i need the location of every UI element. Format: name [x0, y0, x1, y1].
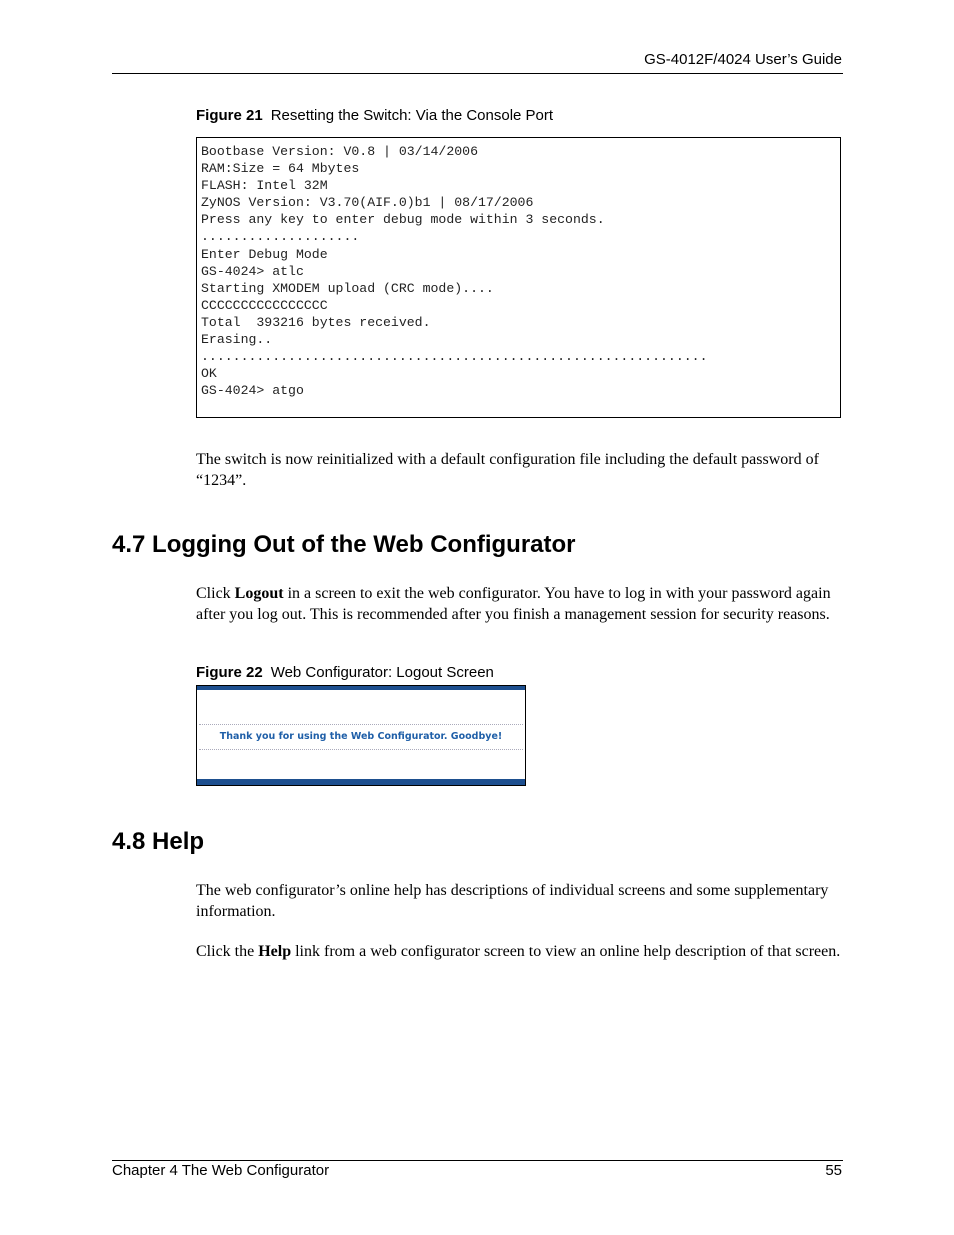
console-line: .................... [201, 229, 360, 245]
header-rule [112, 73, 843, 74]
console-line: RAM:Size = 64 Mbytes [201, 161, 360, 177]
console-line: Press any key to enter debug mode within 3 seconds. [201, 212, 605, 228]
section-4-7-heading: 4.7 Logging Out of the Web Configurator [112, 531, 576, 558]
console-line: ZyNOS Version: V3.70(AIF.0)b1 | 08/17/2006 [201, 195, 534, 211]
help-paragraph-2 [196, 942, 842, 963]
figure-22-label: Figure 22 [196, 664, 263, 681]
figure-21-title: Resetting the Switch: Via the Console Port [270, 107, 554, 124]
figure-22-caption [196, 664, 494, 681]
logout-para-prefix: Click [196, 585, 235, 602]
console-line: Total 393216 bytes received. [201, 314, 431, 330]
console-line: GS-4024> atgo [201, 383, 304, 399]
goodbye-message: Thank you for using the Web Configurator. Goodbye! [219, 731, 503, 742]
help-para-prefix: Click the [196, 943, 259, 960]
console-line: Enter Debug Mode [201, 246, 328, 262]
console-output-box [196, 137, 841, 418]
logout-para-suffix: in a screen to exit the web configurator. You have to log in with your password again after you log out. This is recommended after you finish a management session for security reasons. [196, 585, 831, 623]
help-paragraph-1: The web configurator’s online help has descriptions of individual screens and some supplementary information. [196, 882, 829, 920]
section-4-8-heading: 4.8 Help [112, 828, 205, 855]
reinit-paragraph: The switch is now reinitialized with a default configuration file including the default password of “1234”. [196, 451, 819, 489]
page-number: 55 [825, 1162, 842, 1179]
figure-21-label: Figure 21 [196, 107, 263, 124]
console-line: OK [201, 366, 217, 382]
logout-screen [196, 685, 526, 786]
logout-term: Logout [234, 585, 284, 602]
running-header: GS-4012F/4024 User’s Guide [644, 51, 842, 68]
logout-top-bar [197, 686, 525, 690]
logout-bottom-bar [197, 779, 525, 785]
figure-22-title: Web Configurator: Logout Screen [270, 664, 494, 681]
console-line: ................................................................ [201, 349, 708, 365]
help-term: Help [258, 943, 292, 960]
console-line: Erasing.. [201, 332, 273, 348]
logout-paragraph [196, 584, 842, 625]
console-line: Bootbase Version: V0.8 | 03/14/2006 [201, 144, 478, 159]
logout-divider [199, 749, 523, 750]
logout-divider [199, 724, 523, 725]
console-line: FLASH: Intel 32M [201, 178, 328, 194]
help-para-suffix: link from a web configurator screen to view an online help description of that screen. [291, 943, 841, 960]
console-line: GS-4024> atlc [201, 263, 304, 279]
footer-chapter: Chapter 4 The Web Configurator [112, 1162, 330, 1179]
figure-21-caption [196, 107, 553, 124]
console-line: Starting XMODEM upload (CRC mode).... [201, 280, 494, 296]
footer-rule [112, 1160, 843, 1161]
console-line: CCCCCCCCCCCCCCCC [201, 297, 328, 313]
